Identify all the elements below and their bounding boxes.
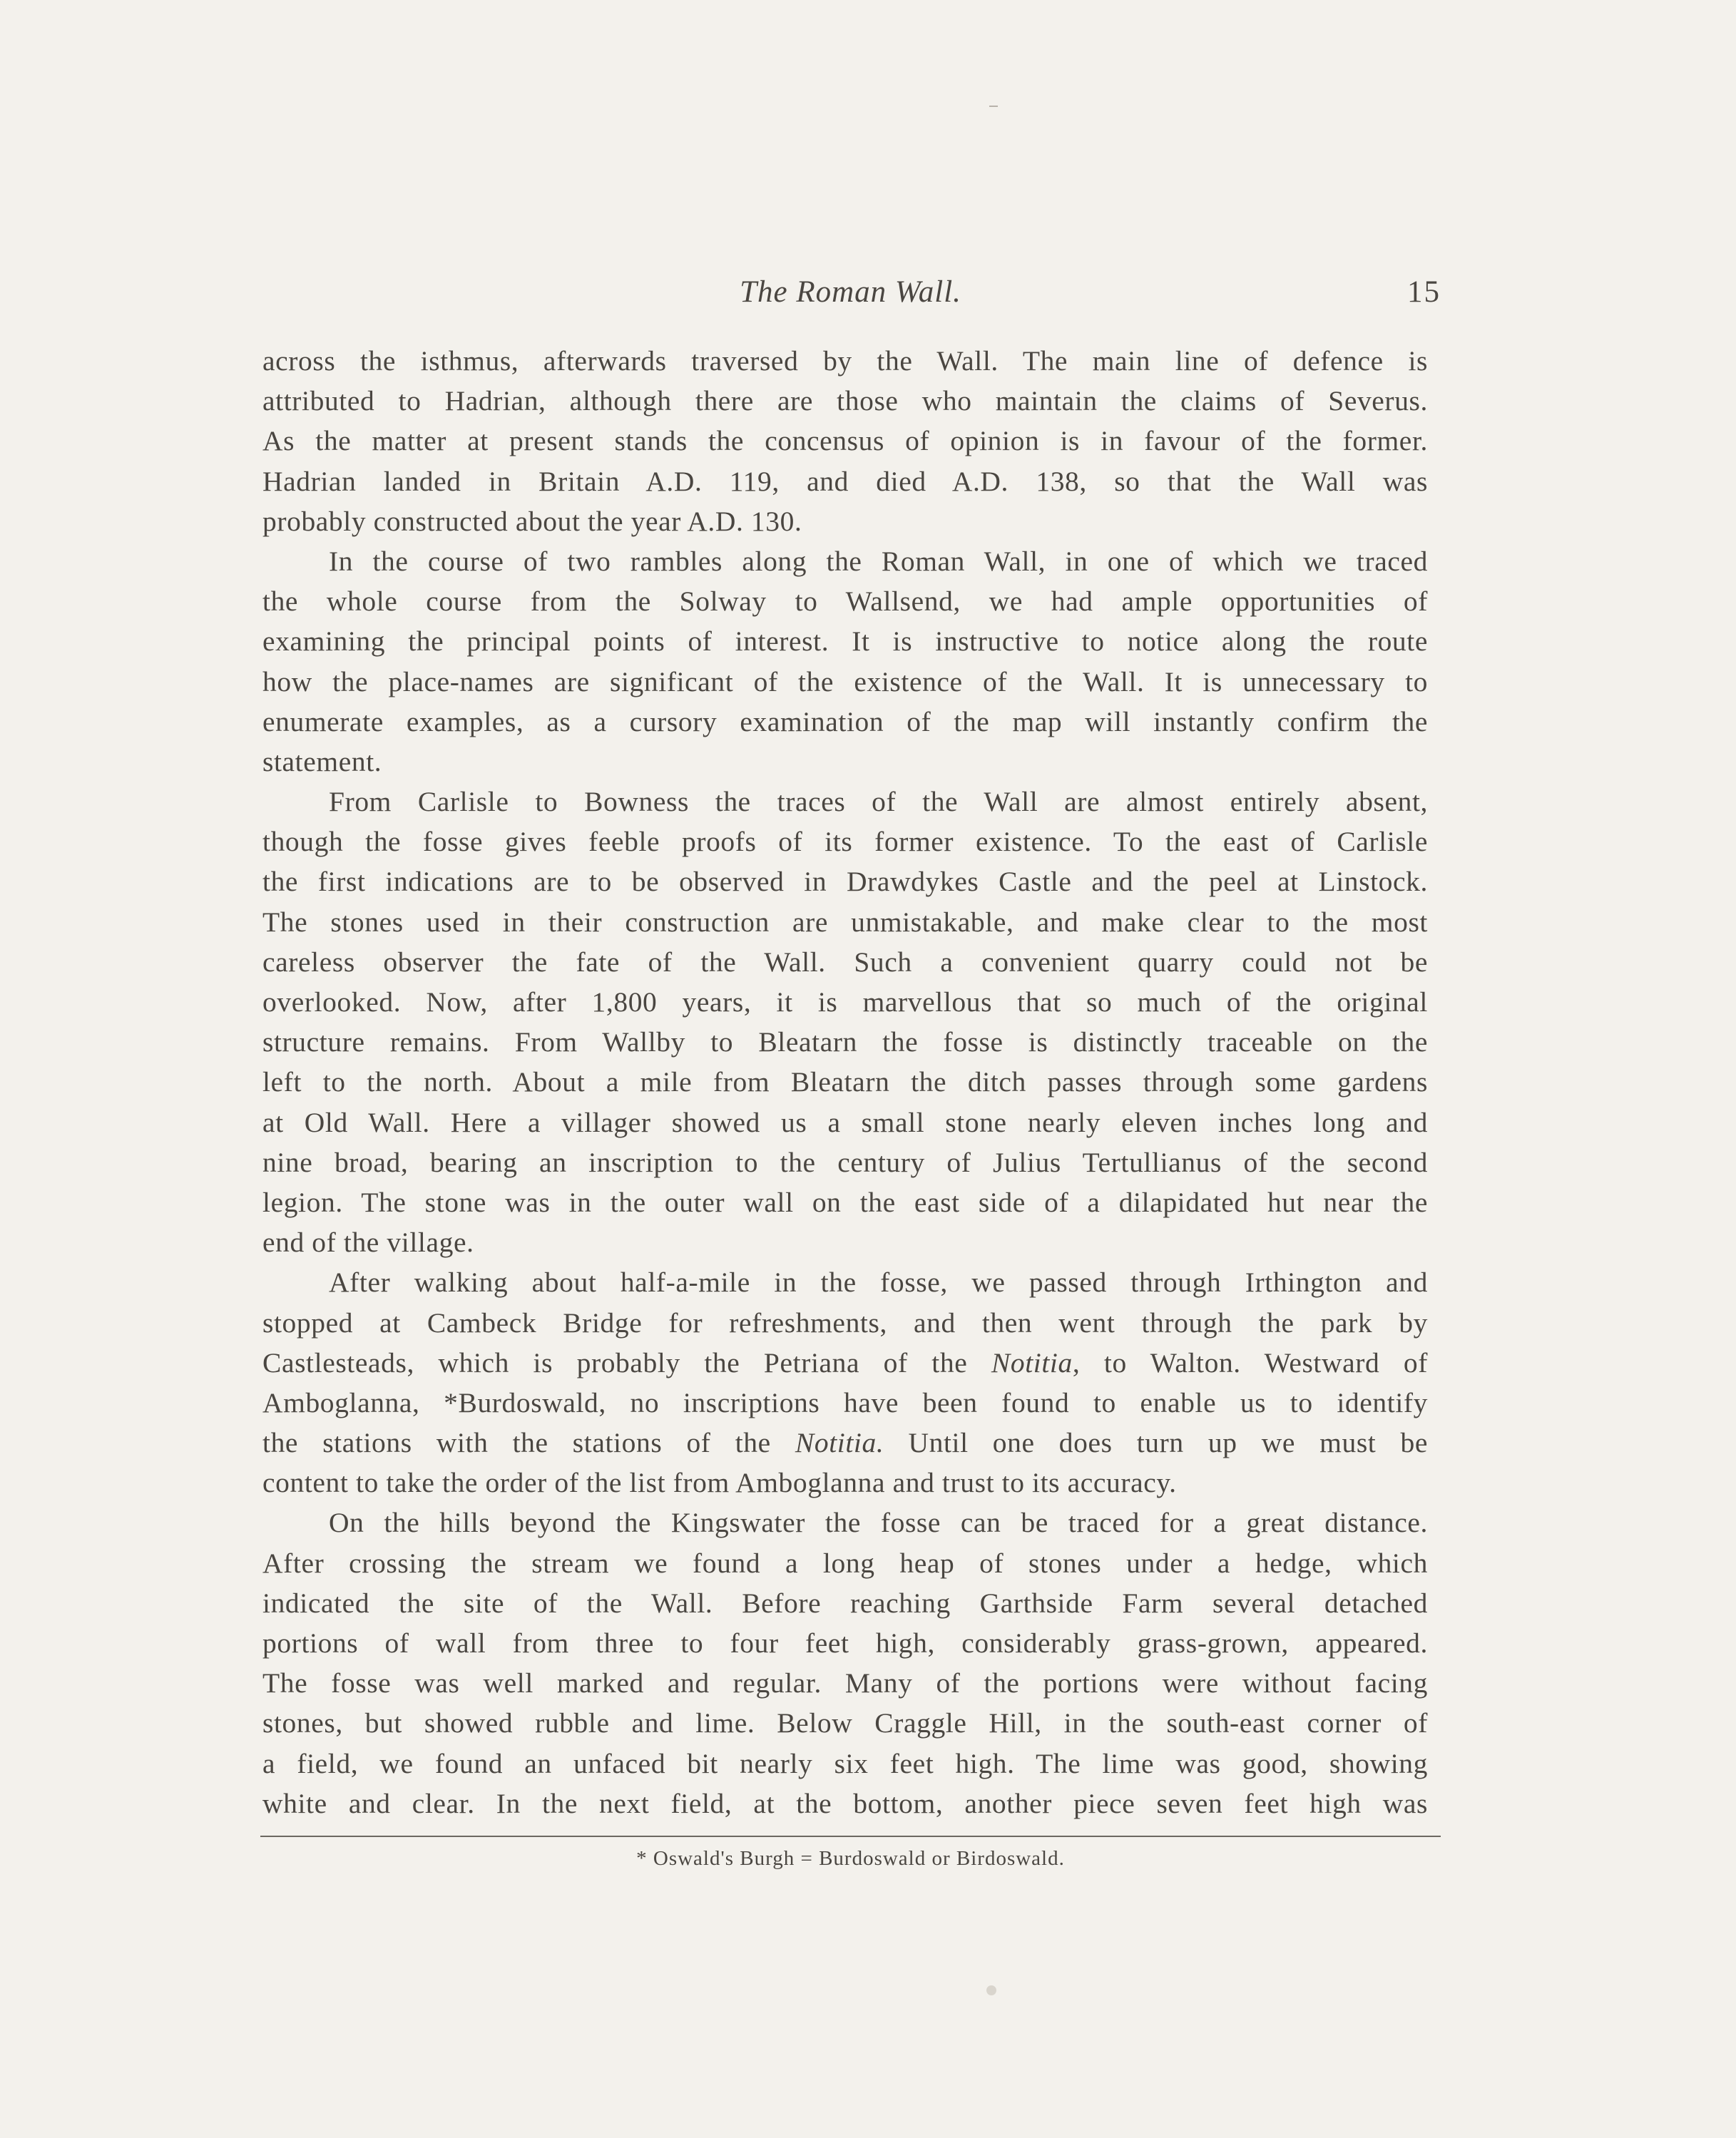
text-line: white and clear. In the next field, at the bottom, another piece seven feet high was: [262, 1787, 1428, 1819]
text-line: careless observer the fate of the Wall. Such a convenient quarry could not be: [262, 946, 1428, 978]
footnote-divider: [260, 1836, 1441, 1837]
text-line: end of the village.: [262, 1227, 474, 1259]
text-span: Until one does turn up we must be: [884, 1427, 1428, 1459]
italic-title: Notitia: [991, 1346, 1073, 1379]
text-span: the stations with the stations of the: [262, 1427, 795, 1459]
text-line: overlooked. Now, after 1,800 years, it is marvellous that so much of the original: [262, 986, 1428, 1018]
text-line: content to take the order of the list from Amboglanna and trust to its accuracy.: [262, 1467, 1177, 1499]
text-line: probably constructed about the year A.D. 130.: [262, 505, 802, 537]
italic-title: Notitia.: [795, 1427, 884, 1459]
text-line: After crossing the stream we found a long heap of stones under a hedge, which: [262, 1547, 1428, 1579]
text-line: [262, 1423, 1428, 1463]
text-line: across the isthmus, afterwards traversed by the Wall. The main line of defence is: [262, 345, 1428, 377]
paper-speck: [986, 1985, 996, 1995]
footnote: * Oswald's Burgh = Burdoswald or Birdoswald.: [636, 1847, 1065, 1870]
text-line: a field, we found an unfaced bit nearly six feet high. The lime was good, showing: [262, 1747, 1428, 1779]
text-line: stopped at Cambeck Bridge for refreshments, and then went through the park by: [262, 1306, 1428, 1339]
text-line: In the course of two rambles along the Roman Wall, in one of which we traced: [329, 545, 1428, 577]
text-line: portions of wall from three to four feet high, considerably grass-grown, appeared.: [262, 1627, 1428, 1659]
text-line: though the fosse gives feeble proofs of its former existence. To the east of Carlisle: [262, 826, 1428, 858]
text-line: Hadrian landed in Britain A.D. 119, and died A.D. 138, so that the Wall was: [262, 465, 1428, 497]
page-number: 15: [1407, 275, 1441, 309]
text-line: examining the principal points of interest. It is instructive to notice along the route: [262, 625, 1428, 658]
text-line: how the place-names are significant of the existence of the Wall. It is unnecessary to: [262, 665, 1428, 697]
text-line: attributed to Hadrian, although there are those who maintain the claims of Severus.: [262, 385, 1428, 417]
text-line: the first indications are to be observed in Drawdykes Castle and the peel at Linstock.: [262, 866, 1428, 898]
text-line: enumerate examples, as a cursory examination of the map will instantly confirm the: [262, 705, 1428, 737]
text-span: Castlesteads, which is probably the Petriana of the: [262, 1346, 991, 1379]
text-line: structure remains. From Wallby to Bleatarn the fosse is distinctly traceable on the: [262, 1026, 1428, 1058]
text-line: nine broad, bearing an inscription to the century of Julius Tertullianus of the second: [262, 1146, 1428, 1178]
text-line: As the matter at present stands the concensus of opinion is in favour of the former.: [262, 425, 1428, 457]
text-line: The stones used in their construction are unmistakable, and make clear to the most: [262, 906, 1428, 938]
text-line: [262, 1343, 1428, 1383]
text-span: , to Walton. Westward of: [1072, 1346, 1428, 1379]
running-title: The Roman Wall.: [740, 275, 961, 309]
page-header: [260, 275, 1441, 324]
text-line: After walking about half-a-mile in the fosse, we passed through Irthington and: [329, 1267, 1428, 1299]
text-line: statement.: [262, 745, 382, 777]
text-line: Amboglanna, *Burdoswald, no inscriptions have been found to enable us to identify: [262, 1386, 1428, 1418]
text-line: at Old Wall. Here a villager showed us a small stone nearly eleven inches long and: [262, 1106, 1428, 1138]
text-line: On the hills beyond the Kingswater the fosse can be traced for a great distance.: [329, 1507, 1428, 1539]
text-line: legion. The stone was in the outer wall on the east side of a dilapidated hut near the: [262, 1186, 1428, 1218]
text-line: indicated the site of the Wall. Before reaching Garthside Farm several detached: [262, 1587, 1428, 1619]
body-text: [262, 341, 1428, 1824]
text-line: left to the north. About a mile from Bleatarn the ditch passes through some gardens: [262, 1066, 1428, 1098]
text-line: The fosse was well marked and regular. Many of the portions were without facing: [262, 1667, 1428, 1699]
text-line: From Carlisle to Bowness the traces of the Wall are almost entirely absent,: [329, 786, 1428, 818]
text-line: the whole course from the Solway to Wallsend, we had ample opportunities of: [262, 585, 1428, 618]
print-mark: [989, 106, 998, 107]
text-line: stones, but showed rubble and lime. Below Craggle Hill, in the south-east corner of: [262, 1707, 1428, 1739]
